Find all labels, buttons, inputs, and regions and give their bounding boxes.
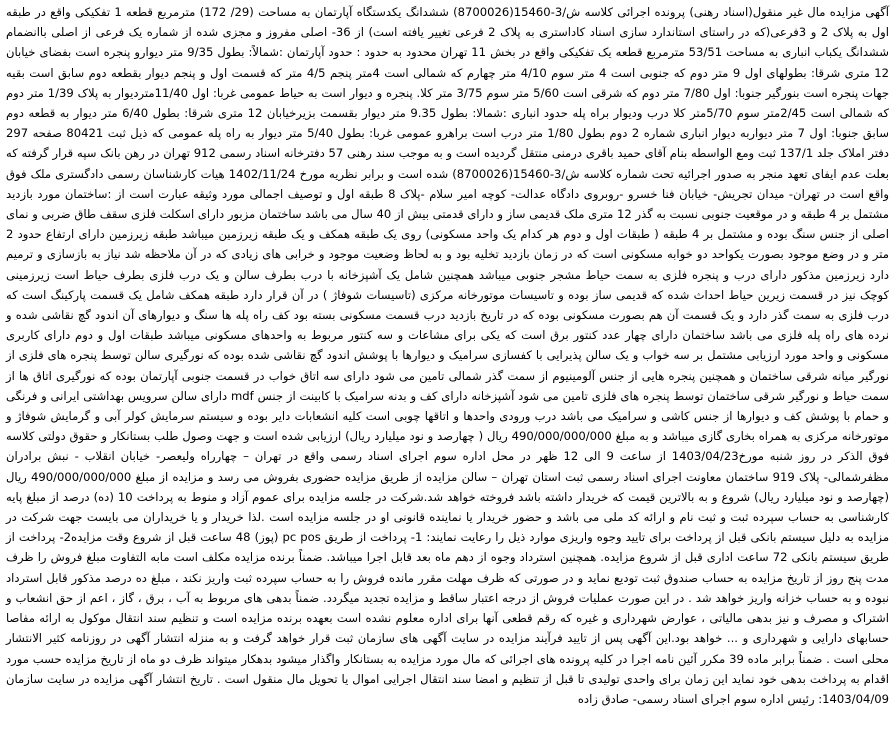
auction-notice-text: آگهی مزایده مال غیر منقول(اسناد رهنی) پرونده اجرائی کلاسه ش/3-15460(8700026) ششدانگ یکدستگاه آپارتمان به مساحت (29/ 172) مترمربع قطعه 1 تفکیکی واقع در طبقه اول به پلاک 2 و 3فرعی(که در راستای استاندارد سازی اسناد کاداستری به پلاک 2 فرعی تغییر یافته است) از 36- اصلی مفروز و مجزی شده از شماره یک فرعی از اصلی باانضمام ششدانگ یکباب انباری به مساحت 53/51 مترمربع قطعه یک تفکیکی واقع در بخش 11 تهران محدود به حدود : حدود آپارتمان :شمالاً: بطول 9/35 متر دیوارو پنجره است بفضای خیابان 12 متری شرقا: بطولهای اول 9 متر دوم که جنوبی است 4 متر سوم 4/10 متر چهارم که شمالی است 4متر پنجم 4/5 متر که قسمت اول و پنجم دیوار بقطعه دوم سابق است بقیه جهات پنجره است بنورگیر جنوبا: اول 7/80 متر دوم که شرقی است 5/60 متر سوم 3/75 متر کلا. پنجره و دیوار است به حیاط عمومی غربا: اول 11/40متردیوار به پلاک 1/39 متر دوم که شمالی است 2/45متر سوم 5/70متر کلا درب وديوار براه پله حدود انباری :شمالا: بطول 9.35 متر دیوار بقسمت بزیرخیابان 12 متری شرقا: بطول 6/40 متر دیوار به قطعه دوم سابق جنوبا: اول 7 متر دیواربه دیوار انباری شماره 2 دوم بطول 1/80 متر درب است براهرو عمومی غربا: بطول 5/40 متر دیوار به راه پله عمومی که ذیل ثبت 80421 صفحه 297 دفتر املاک جلد 137/1 ثبت ومع الواسطه بنام آقای حمید باقری درمنی منتقل گردیده است و به موجب سند رهنی 57 دفترخانه اسناد رسمی 912 تهران در رهن بانک سپه قرار گرفته که بعلت عدم ایفای تعهد منجر به صدور اجرائیه تحت شماره کلاسه ش/3-15460(8700026) شده است و برابر نظریه مورخ 1402/11/24 هیات کارشناسان رسمی دادگستری ملک فوق واقع است در تهران- میدان تجریش- خیابان فنا خسرو -روبروی دادگاه عدالت- کوچه امیر سلام -پلاک 8 طبقه اول و توصیف اجمالی مورد وثیقه عبارت است از :ساختمان مورد بازدید مشتمل بر 4 طبقه و در موقعیت جنوبی نسبت به گذر 12 متری ملک قدیمی ساز و دارای قدمتی بیش از 40 سال می باشد ساختمان مزبور دارای اسکلت فلزی سقف طاق ضربی و نمای اصلی از جنس سنگ بوده و مشتمل بر 4 طبقه ( طبقات اول و دوم هر کدام یک واحد مسکونی) روی یک طبقه همکف و یک طبقه زیرزمین میباشد طبقه زیرزمین دارای ارتفاع حدود 2 متر و در وضع موجود بصورت یکواحد دو خوابه مسکونی است که در زمان بازدید تخلیه بود و به لحاظ وضعیت موجود و خرابی های زیادی که در آن ملاحظه شد نیاز به بازسازی و ترمیم دارد زیرزمین مذکور دارای درب و پنجره فلزی به سمت حیاط مشجر جنوبی میباشد همچنین شامل یک آشپزخانه با درب بطرف سالن و یک درب فلزی بطرف حیاط است زیرزمینی کوچک نیز در قسمت زیرین حیاط احداث شده که قدیمی ساز بوده و تاسیسات موتورخانه مرکزی (تاسیسات شوفاژ ) در آن قرار دارد طبقه همکف شامل یک قسمت پارکینگ است که درب فلزی به سمت گذر دارد و یک قسمت آن هم بصورت مسکونی بوده که در تاریخ بازدید درب قسمت مسکونی بسته بود کف راه پله ها سنگ و دیوارهای آن اندود گچ نقاشی شده و نرده های راه پله فلزی می باشد ساختمان دارای چهار عدد کنتور برق است که یکی برای مشاعات و سه کنتور مربوط به واحدهای مسکونی میباشد طبقات اول و دوم دارای کاربری مسکونی و واحد مورد ارزیابی مشتمل بر سه خواب و یک سالن پذیرایی با کفسازی سرامیک و دیوارها با پوشش اندود گچ نقاشی شده بوده که نورگیری سالن توسط پنجره های فلزی از نورگیر میانه شرقی ساختمان و همچنین پنجره هایی از جنس آلومینیوم از سمت گذر شمالی تامین می شود دارای سه اتاق خواب در قسمت جنوبی آپارتمان بوده که نورگیری اتاق ها از سمت حیاط و نورگیر شرقی ساختمان توسط پنجره های فلزی تامین می شود آشپزخانه دارای کف و بدنه سرامیک با کابینت از جنس mdf دارای سالن سرویس بهداشتی ایرانی و فرنگی و حمام با پوشش کف و دیوارها از جنس کاشی و سرامیک می باشد درب ورودی واحدها و اتاقها چوبی است کلیه انشعابات دایر بوده و سیستم سرمایش کولر آبی و گرمایش شوفاژ و موتورخانه مرکزی به همراه بخاری گازی میباشد و به مبلغ 490/000/000/000 ریال ( چهارصد و نود میلیارد ریال) ارزیابی شده است و جهت وصول طلب بستانکار و حقوق دولتی کلاسه فوق الذکر در روز شنبه مورخ1403/04/23 از ساعت 9 الی 12 ظهر در محل اداره سوم اجرای اسناد رسمی واقع در تهران – چهارراه ولیعصر- خیابان انقلاب - نبش برادران مظفرشمالی- پلاک 919 ساختمان معاونت اجرای اسناد رسمی ثبت استان تهران – سالن مزایده از طریق مزایده حضوری بفروش می رسد و مزایده از مبلغ 490/000/000/000 ریال (چهارصد و نود میلیارد ریال) شروع و به بالاترین قیمت که خریدار داشته باشد فروخته خواهد شد.شرکت در جلسه مزایده برای عموم آزاد و منوط به پرداخت 10 (ده) درصد از مبلغ پایه کارشناسی به حساب سپرده ثبت و ثبت نام و ارائه کد ملی می باشد و حضور خریدار یا نماینده قانونی او در جلسه مزایده است .لذا خریدار و یا خریداران می بایست جهت شرکت در مزایده به دلیل سیستم بانکی قبل از پرداخت برای تایید وجوه واریزی موارد ذیل را رعایت نمایند: 1- پرداخت از طریق pc pos (پوز) 48 ساعت قبل از شروع وقت مزایده2- پرداخت از طریق سیستم بانکی 72 ساعت اداری قبل از شروع مزایده. همچنین استرداد وجوه از دهم ماه بعد قابل اجرا میباشد. ضمناً برنده مزایده مکلف است مابه التفاوت مبلغ فروش را ظرف مدت پنج روز از تاریخ مزایده به حساب صندوق ثبت تودیع نماید و در صورتی که ظرف مهلت مقرر مانده فروش را به حساب سپرده ثبت واریز نکند ، مبلغ ده درصد مذکور قابل استرداد نبوده و به حساب خزانه واریز خواهد شد . در این صورت عملیات فروش از درجه اعتبار ساقط و مزایده تجدید میگردد. ضمناً بدهی های مربوط به آب ، برق ، گاز ، اعم از حق انشعاب و اشتراک و مصرف و نیز بدهی مالیاتی ، عوارض شهرداری و غیره که رقم قطعی آنها برای اداره معلوم نشده است بعهده برنده مزایده است و تنظیم سند انتقال موکول به ارائه مفاصا حسابهای دارایی و شهرداری و ... خواهد بود.این آگهی پس از تایید فرآیند مزایده در سایت آگهی های سازمان ثبت قرار خواهد گرفت و به منزله انتشار آگهی در روزنامه کثیر الانتشار محلی است . ضمناً برابر ماده 39 مکرر آئین نامه اجرا در کلیه پرونده های اجرائی که مال مورد مزایده به بستانکار واگذار میشود بدهکار میتواند ظرف دو ماه از تاریخ مزایده حسب مورد اقدام به پرداخت بدهی خود نماید این زمان برای واحدی تولیدی تا قبل از تنظیم و امضا سند انتقال اجرایی اموال یا تحویل مال منقول است . تاریخ انتشار آگهی مزایده در سایت سازمان 1403/04/09: رئیس اداره سوم اجرای اسناد رسمی- صادق زاده bbox=[6, 5, 890, 706]
